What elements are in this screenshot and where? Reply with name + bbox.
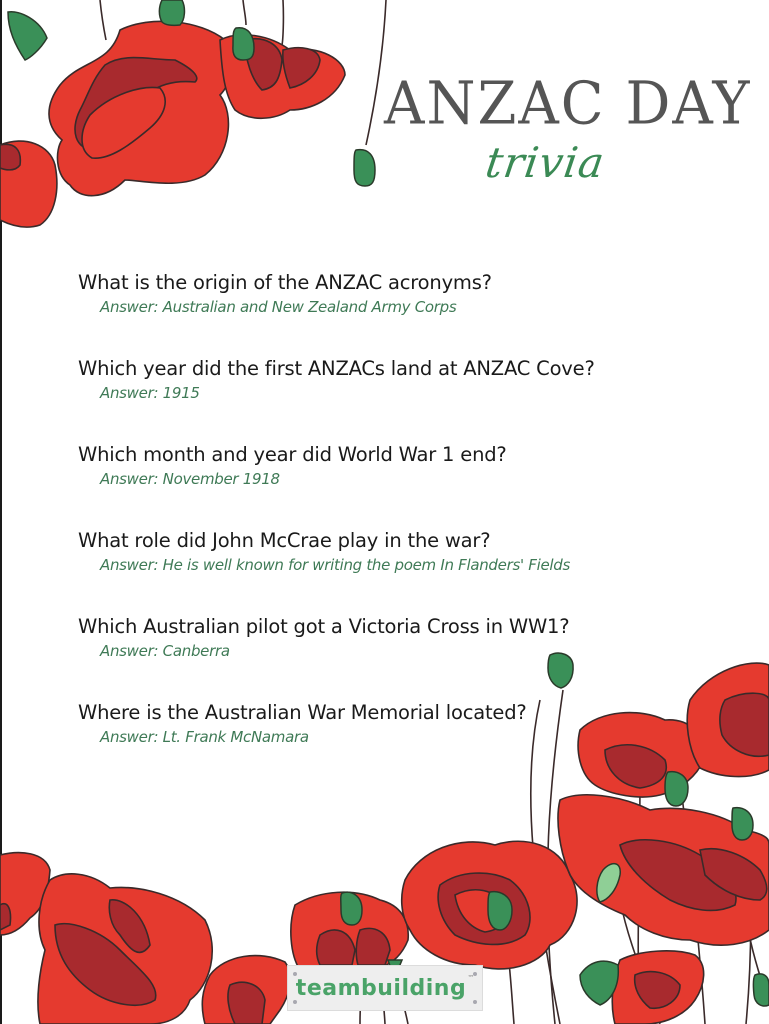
- trivia-item: [78, 700, 678, 786]
- trivia-item: [78, 442, 678, 528]
- page-title: ANZAC DAY: [384, 70, 752, 139]
- trivia-list: [78, 270, 678, 786]
- trivia-question: Which month and year did World War 1 end?: [78, 443, 507, 466]
- trivia-question: Which year did the first ANZACs land at ANZAC Cove?: [78, 357, 595, 380]
- trivia-answer: Answer: Canberra: [100, 642, 230, 660]
- trivia-question: What role did John McCrae play in the war?: [78, 529, 491, 552]
- page-subtitle: trivia: [482, 138, 609, 187]
- screw-dot-icon: [473, 1000, 477, 1004]
- trivia-question: Where is the Australian War Memorial located?: [78, 701, 527, 724]
- trivia-question: Which Australian pilot got a Victoria Cross in WW1?: [78, 615, 570, 638]
- trivia-answer: Answer: Australian and New Zealand Army Corps: [100, 298, 457, 316]
- trivia-item: [78, 356, 678, 442]
- trivia-answer: Answer: Lt. Frank McNamara: [100, 728, 309, 746]
- logo-text: teambuilding: [295, 975, 467, 1001]
- trivia-question: What is the origin of the ANZAC acronyms?: [78, 271, 492, 294]
- trivia-item: [78, 270, 678, 356]
- trademark-symbol: ™: [467, 974, 475, 982]
- trivia-answer: Answer: November 1918: [100, 470, 280, 488]
- screw-dot-icon: [293, 1000, 297, 1004]
- trivia-item: [78, 614, 678, 700]
- screw-dot-icon: [293, 972, 297, 976]
- trivia-answer: Answer: He is well known for writing the poem In Flanders' Fields: [100, 556, 570, 574]
- teambuilding-logo: [288, 966, 482, 1010]
- trivia-item: [78, 528, 678, 614]
- trivia-answer: Answer: 1915: [100, 384, 200, 402]
